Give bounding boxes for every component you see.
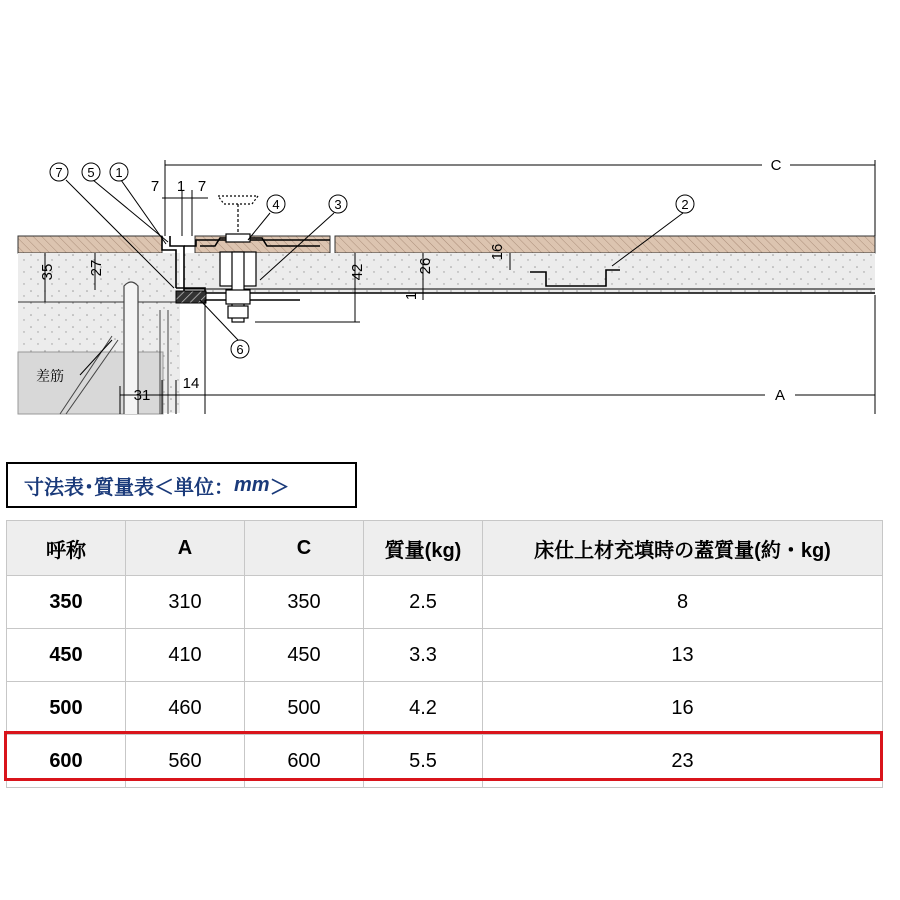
callout-3: 3 [334, 197, 342, 212]
callout-6: 6 [236, 342, 244, 357]
dim-7b: 7 [197, 178, 207, 195]
cell-a: 460 [126, 682, 245, 735]
cover-fill [184, 253, 875, 293]
dim-16: 16 [489, 243, 506, 261]
cell-mass: 3.3 [364, 629, 483, 682]
cell-nominal: 450 [7, 629, 126, 682]
dim-1: 1 [176, 178, 186, 195]
spec-table [6, 520, 883, 788]
cell-c: 350 [245, 576, 364, 629]
table-row [7, 682, 883, 735]
dim-31: 31 [133, 387, 151, 404]
callout-5: 5 [87, 165, 95, 180]
callout-1: 1 [115, 165, 123, 180]
header-a: A [126, 521, 245, 576]
dim-27: 27 [88, 259, 105, 277]
cell-mass: 4.2 [364, 682, 483, 735]
cell-a: 410 [126, 629, 245, 682]
cell-cover-mass: 13 [483, 629, 883, 682]
table-row [7, 735, 883, 788]
table-title-unit: mm [234, 473, 270, 496]
cell-nominal: 350 [7, 576, 126, 629]
table-row [7, 629, 883, 682]
table-header-row [7, 521, 883, 576]
cross-section-drawing [0, 0, 900, 440]
header-mass: 質量(kg) [364, 521, 483, 576]
dim-7a: 7 [150, 178, 160, 195]
cell-a: 560 [126, 735, 245, 788]
dim-1-vertical: 1 [403, 291, 420, 301]
header-cover-mass: 床仕上材充填時の蓋質量(約・kg) [483, 521, 883, 576]
table-title [6, 462, 357, 508]
dim-14: 14 [182, 375, 200, 392]
table-row [7, 576, 883, 629]
dim-c: C [770, 157, 782, 174]
cell-mass: 5.5 [364, 735, 483, 788]
left-finish-layer [18, 236, 162, 253]
header-nominal: 呼称 [7, 521, 126, 576]
cell-nominal: 600 [7, 735, 126, 788]
cell-c: 600 [245, 735, 364, 788]
callout-7: 7 [55, 165, 63, 180]
cell-c: 450 [245, 629, 364, 682]
cell-a: 310 [126, 576, 245, 629]
cell-cover-mass: 23 [483, 735, 883, 788]
callout-4: 4 [272, 197, 280, 212]
bolt-assembly [218, 196, 258, 322]
rebar-label: 差筋 [36, 368, 64, 384]
callout-2: 2 [681, 197, 689, 212]
dim-42: 42 [349, 263, 366, 281]
header-c: C [245, 521, 364, 576]
cell-c: 500 [245, 682, 364, 735]
cover-finish-right [335, 236, 875, 253]
table-title-text: 寸法表･質量表＜単位： [24, 476, 234, 499]
dim-a: A [774, 387, 786, 404]
cell-nominal: 500 [7, 682, 126, 735]
cell-cover-mass: 16 [483, 682, 883, 735]
dim-35: 35 [39, 263, 56, 281]
dim-26: 26 [417, 257, 434, 275]
cell-cover-mass: 8 [483, 576, 883, 629]
table-title-close: ＞ [269, 476, 290, 499]
cell-mass: 2.5 [364, 576, 483, 629]
